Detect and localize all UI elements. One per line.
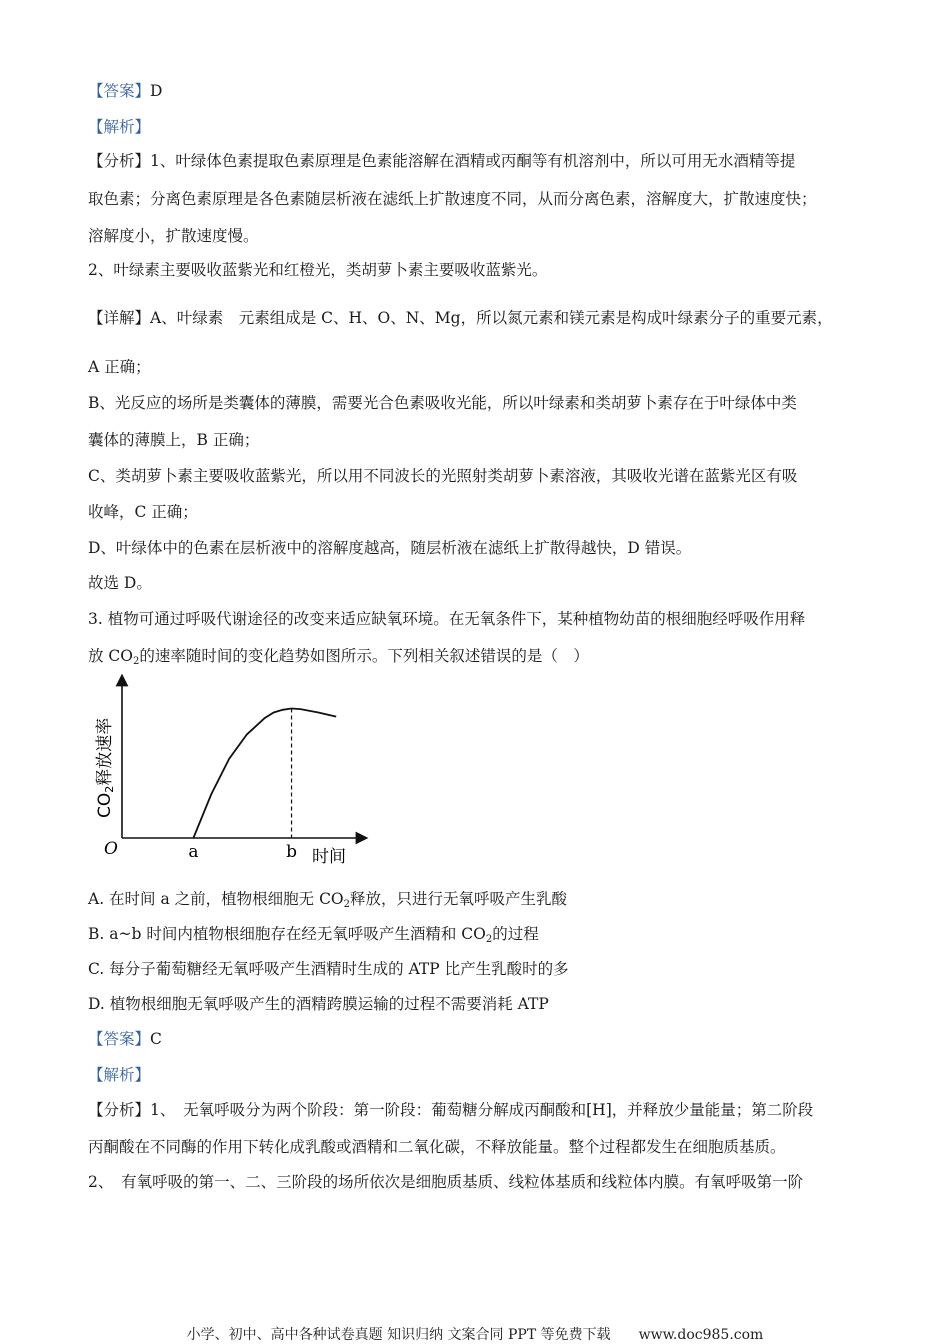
q3-answer-value: C xyxy=(150,1030,162,1048)
q3-fenxi-text-1: 1、 无氧呼吸分为两个阶段：第一阶段：葡萄糖分解成丙酮酸和[H]，并释放少量能量；第二阶段 xyxy=(150,1101,814,1119)
q2-xiangjie-line-2: A 正确； xyxy=(88,358,151,376)
q2-xiangjie-line-8: 故选 D。 xyxy=(88,574,152,592)
q2-xiangjie-text-1: A、叶绿素 元素组成是 C、H、O、N、Mg，所以氮元素和镁元素是构成叶绿素分子的重要元素， xyxy=(150,309,833,327)
q2-analysis-line xyxy=(88,117,150,137)
tick-label-a: a xyxy=(188,842,199,862)
y-axis-label xyxy=(95,718,116,818)
x-axis-label: 时间 xyxy=(312,847,346,867)
q3-stem-post: 的速率随时间的变化趋势如图所示。下列相关叙述错误的是（ ） xyxy=(139,647,589,665)
q3-answer-tag: 【答案】 xyxy=(88,1030,151,1048)
page-footer: 小学、初中、高中各种试卷真题 知识归纳 文案合同 PPT 等免费下载 www.doc985.com xyxy=(186,1327,764,1343)
q3-stem-line-2 xyxy=(88,646,589,672)
q2-answer-value: D xyxy=(150,82,163,100)
q3-option-b-pre: B. a~b 时间内植物根细胞存在经无氧呼吸产生酒精和 CO xyxy=(88,925,486,943)
q3-fenxi-line-2: 丙酮酸在不同酶的作用下转化成乳酸或酒精和二氧化碳，不释放能量。整个过程都发生在细胞质基质。 xyxy=(88,1138,786,1156)
q2-analysis-tag: 【解析】 xyxy=(88,118,151,136)
q2-xiangjie-tag: 【详解】 xyxy=(88,309,151,327)
co2-curve xyxy=(193,709,336,839)
q2-fenxi-line-1 xyxy=(88,151,795,171)
q2-fenxi-line-2: 取色素；分离色素原理是各色素随层析液在滤纸上扩散速度不同，从而分离色素，溶解度大，扩散速度快； xyxy=(88,190,817,208)
q3-option-a-post: 释放，只进行无氧呼吸产生乳酸 xyxy=(350,890,568,908)
q2-answer-line xyxy=(88,81,162,101)
q2-xiangjie-line-6: 收峰，C 正确； xyxy=(88,503,198,521)
q3-option-d: D. 植物根细胞无氧呼吸产生的酒精跨膜运输的过程不需要消耗 ATP xyxy=(88,995,549,1013)
y-label-sub: 2 xyxy=(103,785,116,793)
q2-xiangjie-line-5: C、类胡萝卜素主要吸收蓝紫光，所以用不同波长的光照射类胡萝卜素溶液，其吸收光谱在蓝紫光区有吸 xyxy=(88,467,798,485)
q3-option-b xyxy=(88,924,539,950)
q3-option-a-sub: 2 xyxy=(343,899,351,910)
q2-fenxi-line-4: 2、叶绿素主要吸收蓝紫光和红橙光，类胡萝卜素主要吸收蓝紫光。 xyxy=(88,261,548,279)
q2-xiangjie-line-3: B、光反应的场所是类囊体的薄膜，需要光合色素吸收光能，所以叶绿素和类胡萝卜素存在于叶绿体中类 xyxy=(88,394,797,412)
q3-option-b-sub: 2 xyxy=(485,934,493,945)
q3-option-b-post: 的过程 xyxy=(492,925,539,943)
q3-stem-pre: 放 CO xyxy=(88,647,133,665)
q3-analysis-line xyxy=(88,1065,150,1085)
q2-xiangjie-line-4: 囊体的薄膜上，B 正确； xyxy=(88,431,260,449)
tick-label-b: b xyxy=(286,842,297,862)
origin-label: O xyxy=(104,839,118,859)
y-label-co: CO xyxy=(95,792,115,818)
q3-fenxi-line-3: 2、 有氧呼吸的第一、二、三阶段的场所依次是细胞质基质、线粒体基质和线粒体内膜。有氧呼吸第一阶 xyxy=(88,1173,804,1191)
y-label-rest: 释放速率 xyxy=(95,717,115,786)
q3-fenxi-line-1 xyxy=(88,1100,813,1120)
co2-release-chart xyxy=(90,672,380,872)
q3-option-a-pre: A. 在时间 a 之前，植物根细胞无 CO xyxy=(88,890,344,908)
q3-stem-line-1: 3. 植物可通过呼吸代谢途径的改变来适应缺氧环境。在无氧条件下，某种植物幼苗的根细胞经呼吸作用释 xyxy=(88,610,806,628)
q2-xiangjie-line-7: D、叶绿体中的色素在层析液中的溶解度越高，随层析液在滤纸上扩散得越快，D 错误。 xyxy=(88,539,692,557)
q3-option-c: C. 每分子葡萄糖经无氧呼吸产生酒精时生成的 ATP 比产生乳酸时的多 xyxy=(88,960,569,978)
q3-stem-sub: 2 xyxy=(133,656,140,667)
q2-xiangjie-line-1 xyxy=(88,308,833,328)
q3-option-a xyxy=(88,889,567,915)
q3-fenxi-tag: 【分析】 xyxy=(88,1101,151,1119)
q2-answer-tag: 【答案】 xyxy=(88,82,151,100)
q3-answer-line xyxy=(88,1029,162,1049)
q2-fenxi-line-3: 溶解度小，扩散速度慢。 xyxy=(88,227,259,245)
q2-fenxi-text-1: 1、叶绿体色素提取色素原理是色素能溶解在酒精或丙酮等有机溶剂中，所以可用无水酒精等提 xyxy=(150,152,796,170)
q3-analysis-tag: 【解析】 xyxy=(88,1066,151,1084)
q2-fenxi-tag: 【分析】 xyxy=(88,152,151,170)
